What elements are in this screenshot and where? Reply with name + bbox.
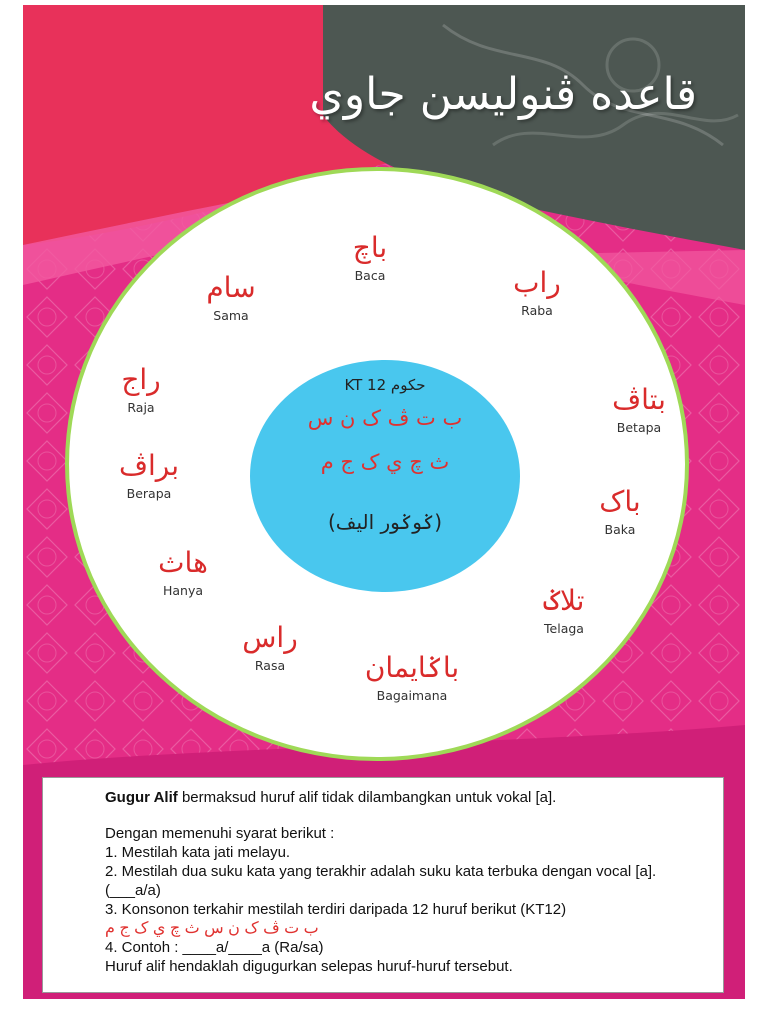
definition-text: bermaksud huruf alif tidak dilambangkan untuk vokal [a]. (177, 789, 557, 806)
word-item (574, 382, 704, 435)
word-item (84, 448, 214, 501)
closing-note: Huruf alif hendaklah digugurkan selepas huruf-huruf tersebut. (105, 958, 513, 975)
word-rumi: Baca (354, 268, 386, 283)
word-item (118, 545, 248, 598)
word-rumi: Berapa (126, 486, 172, 501)
gugur-alif-label: (ݢوݢور اليف) (327, 510, 443, 534)
word-rumi: Sama (213, 308, 249, 323)
gugur-alif-term: Gugur Alif (105, 789, 178, 806)
word-item (305, 230, 435, 283)
word-rumi: Hanya (162, 583, 204, 598)
word-jawi: تلاݢ (543, 584, 585, 617)
kt12-letters-row-2: ث چ ي ک ج م (320, 450, 450, 474)
condition-item-3: 3. Konsonon terkahir mestilah terdiri daripada 12 huruf berikut (KT12) (105, 901, 567, 918)
word-rumi: Raja (127, 400, 155, 415)
word-jawi: راب (513, 266, 561, 299)
word-rumi: Telaga (544, 621, 584, 636)
condition-item-2: 2. Mestilah dua suku kata yang terakhir adalah suku kata terbuka dengan vocal [a]. (___a/a) (105, 863, 657, 899)
poster (23, 5, 745, 999)
word-item (205, 620, 335, 673)
word-item (472, 265, 602, 318)
definition-line (105, 788, 705, 807)
word-jawi: باݢايمان (364, 651, 460, 684)
word-item (499, 583, 629, 636)
word-jawi: باک (599, 485, 641, 518)
word-item (166, 270, 296, 323)
word-rumi: Bagaimana (376, 688, 448, 703)
word-jawi: راس (242, 621, 298, 654)
word-jawi: راج (121, 363, 161, 396)
word-jawi: بتاڤ (612, 383, 666, 416)
rule-label: حکوم KT 12 (344, 376, 426, 394)
kt12-letters-list: ب ت ڤ ک ن س ث چ ي ک ج م (105, 920, 319, 937)
word-item (76, 362, 206, 415)
kt12-letters-row-1: ب ت ڤ ک ن س (307, 406, 463, 430)
word-item (342, 650, 482, 703)
word-rumi: Rasa (254, 658, 286, 673)
word-rumi: Baka (604, 522, 636, 537)
word-jawi: براڤ (118, 449, 180, 482)
page-title: قاعده ڤنوليسن جاوي (309, 69, 697, 120)
word-jawi: سام (206, 271, 256, 304)
word-jawi: هاث (158, 546, 208, 579)
word-rumi: Raba (521, 303, 553, 318)
word-rumi: Betapa (616, 420, 662, 435)
word-jawi: باچ (352, 231, 388, 264)
rule-center-circle (250, 360, 520, 592)
condition-item-4: 4. Contoh : ____a/____a (Ra/sa) (105, 939, 324, 956)
word-item (555, 484, 685, 537)
conditions-intro: Dengan memenuhi syarat berikut : (105, 825, 335, 842)
condition-item-1: 1. Mestilah kata jati melayu. (105, 844, 291, 861)
explanation-box (42, 777, 724, 993)
